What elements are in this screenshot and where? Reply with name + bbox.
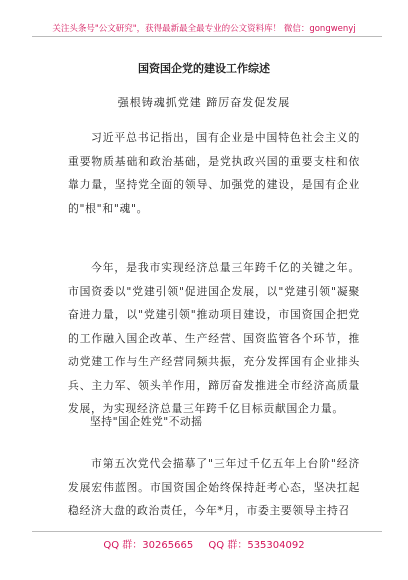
header-divider xyxy=(32,36,382,37)
paragraph-intro: 习近平总书记指出，国有企业是中国特色社会主义的重要物质基础和政治基础，是党执政兴国的重要支柱和依靠力量，坚持党全面的领导、加强党的建设，是国有企业的"根"和"魂"。 xyxy=(68,131,360,215)
paragraph-section: 市第五次党代会描摹了"三年过千亿五年上台阶"经济发展宏伟蓝图。市国资国企始终保持赶考心态，坚决扛起稳经济大盘的政治责任，今年*月，市委主要领导主持召 xyxy=(68,457,360,517)
paragraph-this-year: 今年，是我市实现经济总量三年跨千亿的关键之年。市国资委以"党建引领"促进国企发展，以"党建引领"凝聚奋进力量，以"党建引领"推动项目建设，市国资国企把党的工作融入国企改革、生产经营、国资监管各个环节，推动党建工作与生产经营同频共振，充分发挥国有企业排头兵、主力军、领头羊作用，蹄厉奋发推进全市经济高质量发展，为实现经济总量三年跨千亿目标贡献国企力量。 xyxy=(68,261,360,415)
footer xyxy=(0,536,408,551)
header-banner: 关注头条号"公文研究"，获得最新最全最专业的公文资料库！ 微信：gongwenyj xyxy=(52,24,356,34)
document-subtitle: 强根铸魂抓党建 蹄厉奋发促发展 xyxy=(117,96,291,109)
section-heading: 坚持"国企姓党"不动摇 xyxy=(90,415,203,428)
document-title: 国资国企党的建设工作综述 xyxy=(138,62,270,75)
footer-qq-group-2: QQ 群：535304092 xyxy=(208,540,305,551)
footer-divider xyxy=(32,531,382,532)
footer-qq-group-1: QQ 群：30265665 xyxy=(103,540,194,551)
